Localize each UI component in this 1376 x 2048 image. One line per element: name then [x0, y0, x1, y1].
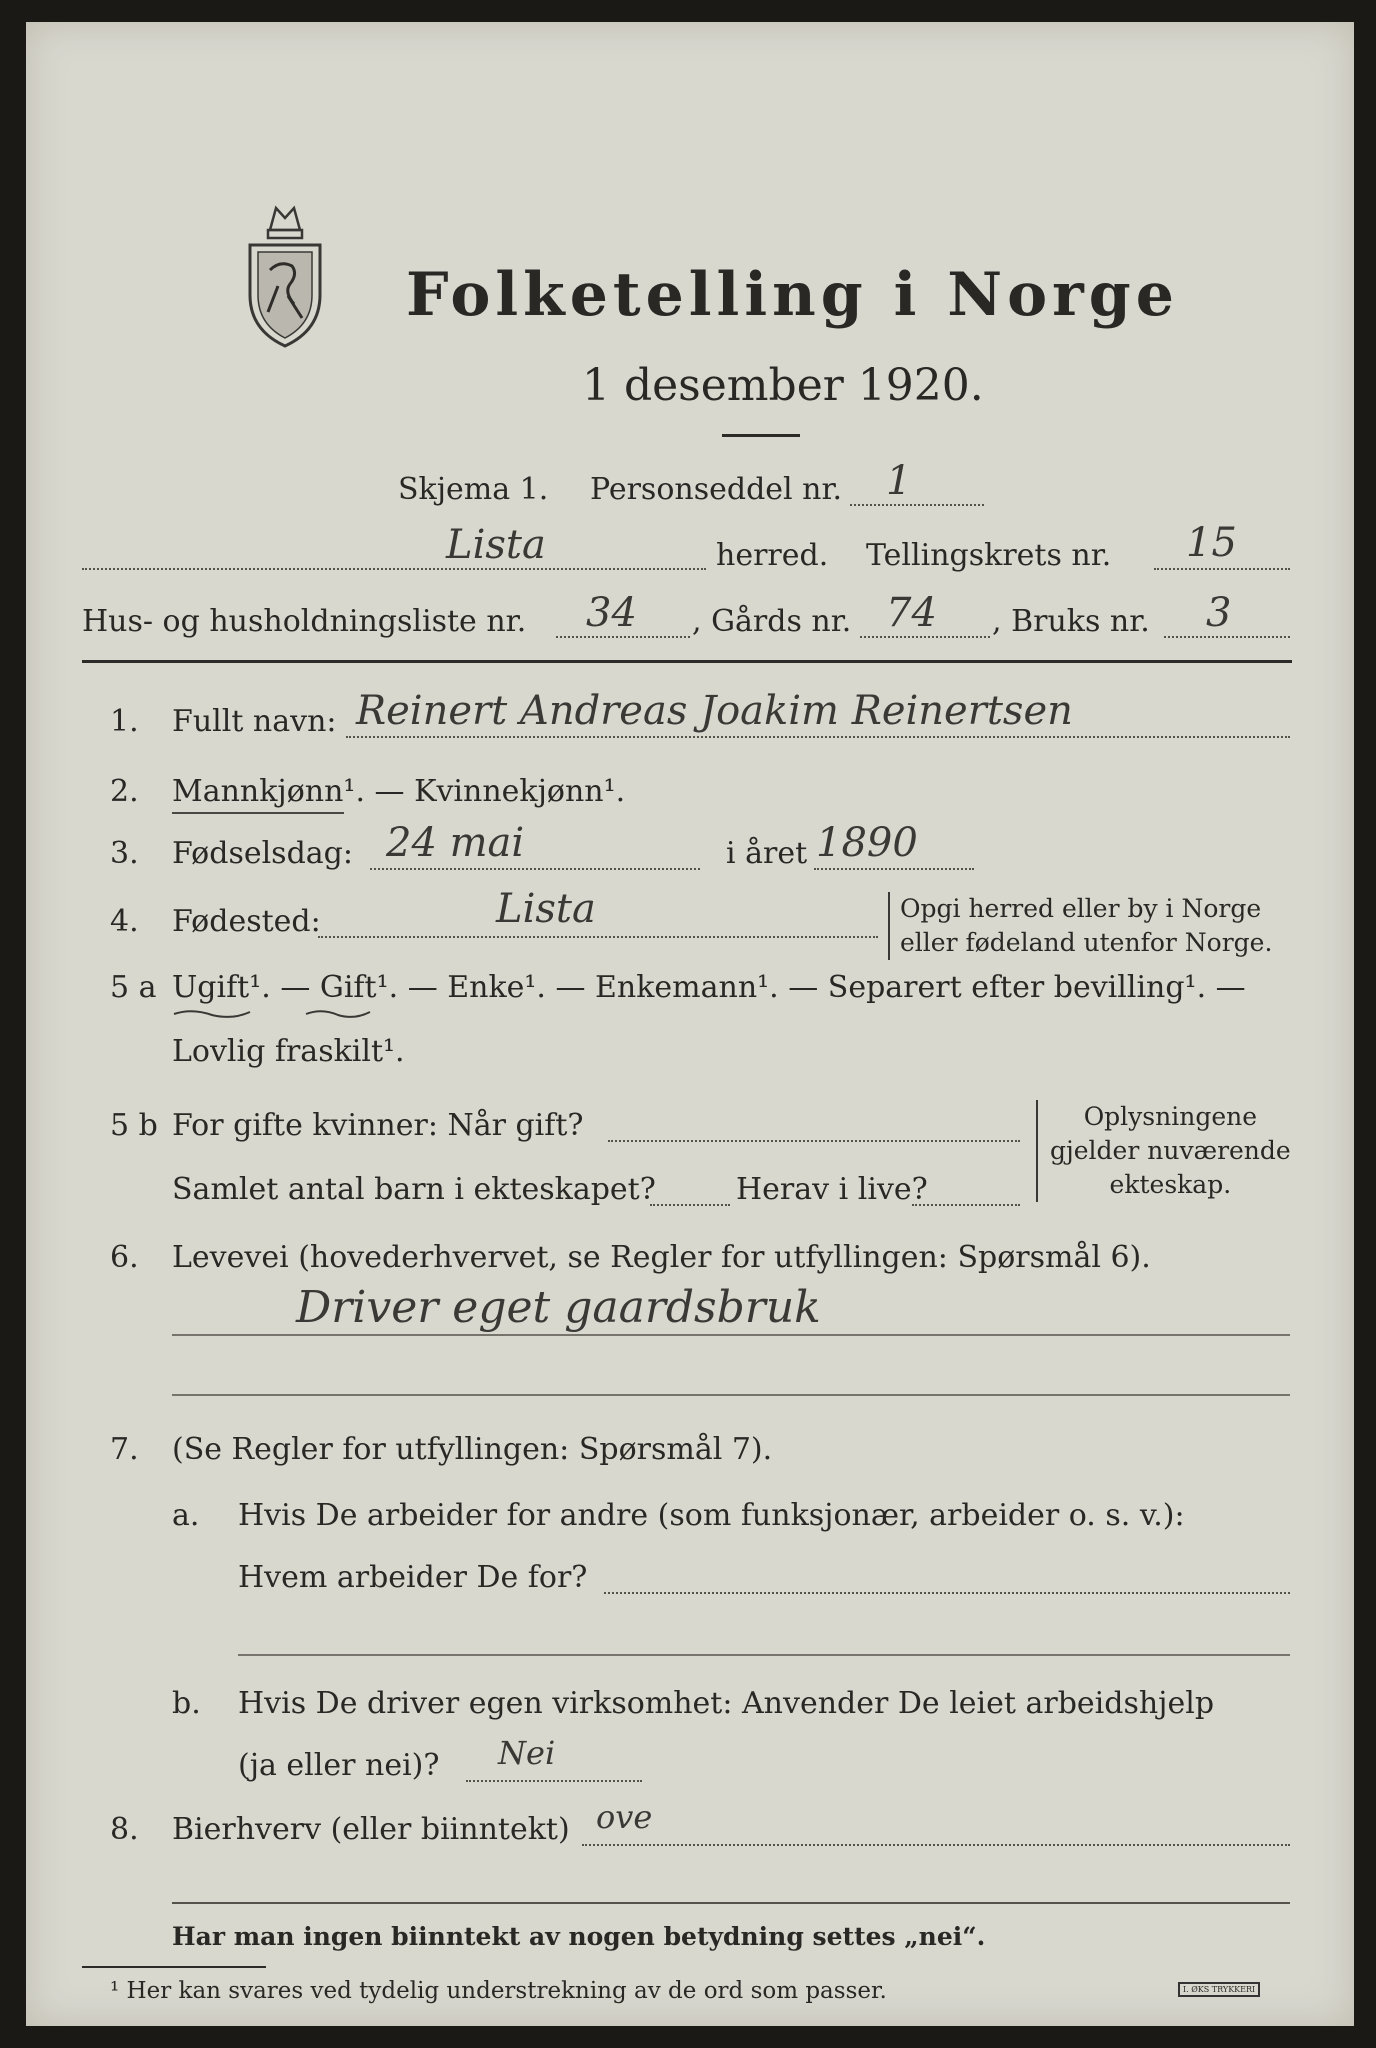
q6-value: Driver eget gaardsbruk — [296, 1282, 821, 1333]
q7a-answer-line — [238, 1654, 1290, 1656]
q5b-note — [1036, 1100, 1291, 1202]
q5a-line-1: Ugift¹. — Gift¹. — Enke¹. — Enkemann¹. — Separert efter bevilling¹. — — [172, 970, 1246, 1005]
gards-label: , Gårds nr. — [692, 604, 852, 639]
bruks-value: 3 — [1206, 590, 1232, 636]
q8-label: Bierhverv (eller biinntekt) — [172, 1812, 570, 1847]
form-title: Folketelling i Norge — [406, 260, 1179, 330]
herred-value: Lista — [446, 522, 546, 568]
gards-value: 74 — [886, 590, 937, 636]
bruks-label: , Bruks nr. — [992, 604, 1150, 639]
personseddel-label: Personseddel nr. — [590, 472, 843, 507]
q5b-note-line-1: Oplysningene — [1083, 1102, 1258, 1131]
q6-label: Levevei (hovederhvervet, se Regler for utfyllingen: Spørsmål 6). — [172, 1240, 1151, 1275]
q7b-letter: b. — [172, 1686, 201, 1721]
q7-label: (Se Regler for utfyllingen: Spørsmål 7). — [172, 1432, 773, 1467]
herred-label: herred. — [716, 538, 829, 573]
q4-number: 4. — [110, 904, 139, 939]
schema-label: Skjema 1. — [398, 472, 549, 507]
nei-instruction: Har man ingen biinntekt av nogen betydning settes „nei“. — [172, 1922, 986, 1951]
personseddel-value: 1 — [886, 458, 912, 504]
census-date: 1 desember 1920. — [582, 360, 984, 411]
q1-value: Reinert Andreas Joakim Reinertsen — [356, 688, 1073, 734]
q4-value: Lista — [496, 886, 596, 932]
q5b-alive-label: Herav i live? — [736, 1172, 928, 1207]
q8-value: ove — [596, 1798, 653, 1836]
q6-answer-line-2 — [172, 1394, 1290, 1396]
q4-label: Fødested: — [172, 904, 321, 939]
footnote-divider — [82, 1966, 266, 1968]
q5b-number: 5 b — [110, 1108, 158, 1143]
q3-year-value: 1890 — [816, 820, 918, 866]
q3-year-label: i året — [726, 836, 808, 871]
norway-coat-of-arms-icon — [240, 200, 330, 350]
q7b-line-1: Hvis De driver egen virksomhet: Anvender De leiet arbeidshjelp — [238, 1686, 1215, 1721]
q7a-letter: a. — [172, 1498, 200, 1533]
q3-value: 24 mai — [386, 820, 525, 866]
tellingskrets-value: 15 — [1186, 520, 1237, 566]
q5b-note-line-3: ekteskap. — [1109, 1170, 1232, 1199]
q3-label: Fødselsdag: — [172, 836, 353, 871]
q4-note — [888, 892, 1272, 960]
q3-number: 3. — [110, 836, 139, 871]
title-divider — [722, 434, 800, 437]
printer-stamp: I. ØKS TRYKKERI — [1178, 1982, 1260, 1997]
q1-label: Fullt navn: — [172, 704, 337, 739]
q7a-line-1: Hvis De arbeider for andre (som funksjonær, arbeider o. s. v.): — [238, 1498, 1185, 1533]
q5a-handwritten-underline — [172, 1006, 392, 1022]
q4-note-line-2: eller fødeland utenfor Norge. — [900, 928, 1273, 957]
header-divider — [82, 660, 1292, 663]
q6-number: 6. — [110, 1240, 139, 1275]
hus-value: 34 — [586, 590, 637, 636]
q1-number: 1. — [110, 704, 139, 739]
q7b-line-2: (ja eller nei)? — [238, 1748, 440, 1783]
q2-number: 2. — [110, 774, 139, 809]
census-form — [26, 22, 1354, 2026]
q2-label: Mannkjønn¹. — Kvinnekjønn¹. — [172, 774, 626, 809]
q5b-line-1: For gifte kvinner: Når gift? — [172, 1108, 584, 1143]
hus-label: Hus- og husholdningsliste nr. — [82, 604, 527, 639]
q7a-line-2: Hvem arbeider De for? — [238, 1560, 588, 1595]
footnote: ¹ Her kan svares ved tydelig understrekning av de ord som passer. — [110, 1978, 887, 2004]
q5b-note-line-2: gjelder nuværende — [1050, 1136, 1291, 1165]
q5a-line-2: Lovlig fraskilt¹. — [172, 1034, 405, 1069]
tellingskrets-label: Tellingskrets nr. — [866, 538, 1112, 573]
q6-answer-line — [172, 1334, 1290, 1336]
q8-answer-line — [172, 1902, 1290, 1904]
q7-number: 7. — [110, 1432, 139, 1467]
q7b-value: Nei — [498, 1734, 556, 1772]
q8-number: 8. — [110, 1812, 139, 1847]
q2-underline — [172, 812, 344, 814]
q4-note-line-1: Opgi herred eller by i Norge — [900, 894, 1262, 923]
q5b-children-label: Samlet antal barn i ekteskapet? — [172, 1172, 656, 1207]
q5a-number: 5 a — [110, 970, 157, 1005]
